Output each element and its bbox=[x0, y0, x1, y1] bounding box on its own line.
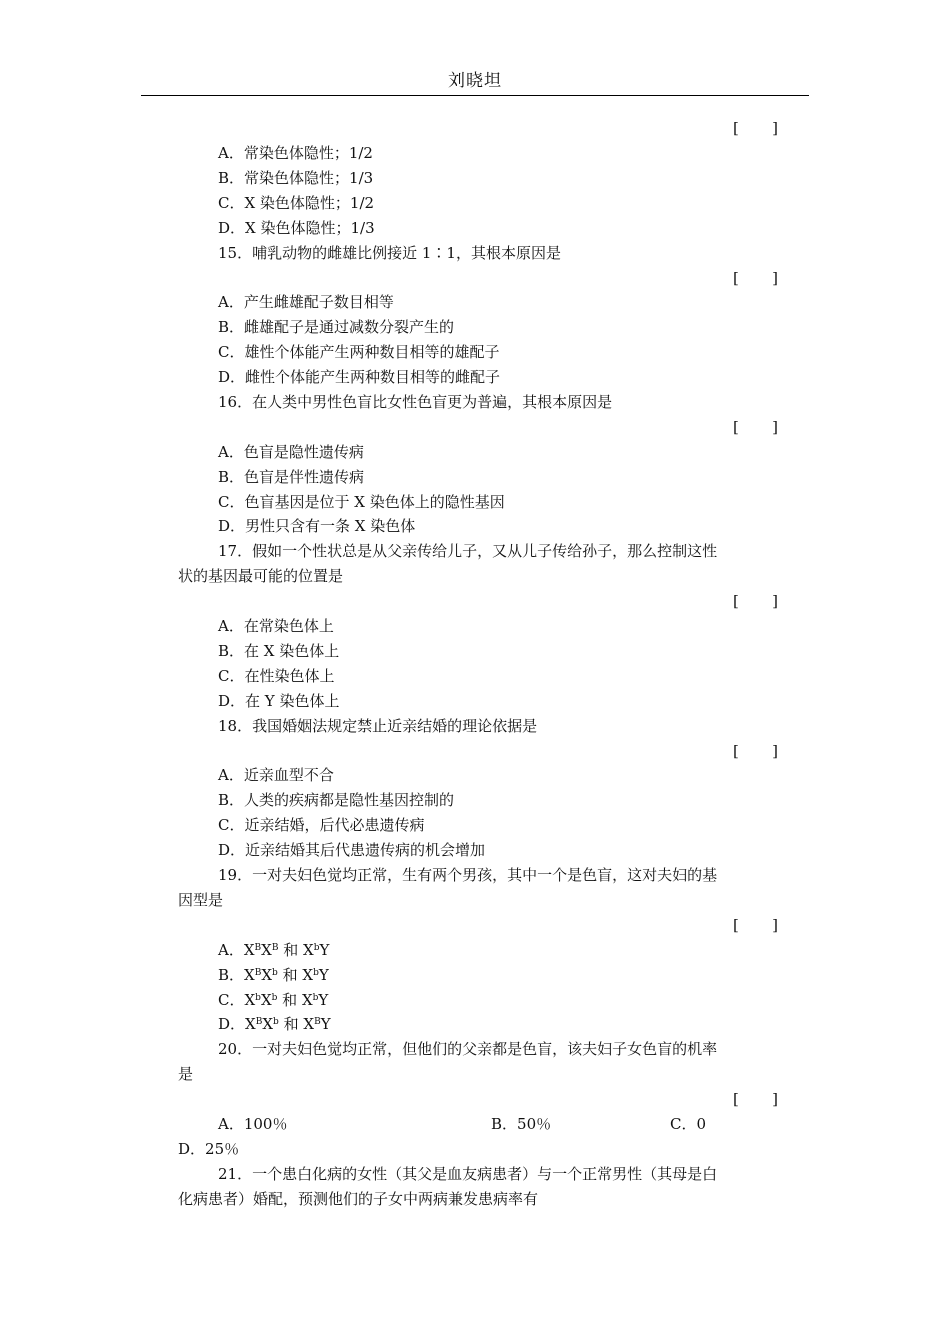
q19-stem: 19．一对夫妇色觉均正常，生有两个男孩，其中一个是色盲，这对夫妇的基 bbox=[218, 866, 718, 884]
q18-option-c: C．近亲结婚，后代必患遗传病 bbox=[218, 816, 425, 834]
q18-stem: 18．我国婚姻法规定禁止近亲结婚的理论依据是 bbox=[218, 717, 538, 735]
answer-bracket: [ ] bbox=[733, 1090, 778, 1108]
q15-option-b: B．雌雄配子是通过减数分裂产生的 bbox=[218, 318, 455, 336]
q15-option-a: A．产生雌雄配子数目相等 bbox=[218, 293, 394, 311]
q19-option-d: D．$X^BX^b$ 和 $X^BY$ bbox=[218, 1015, 331, 1033]
q17-stem-continued: 状的基因最可能的位置是 bbox=[178, 567, 344, 585]
q16-option-a: A．色盲是隐性遗传病 bbox=[218, 443, 364, 461]
q14-option-d: D．X 染色体隐性；1/3 bbox=[218, 219, 375, 237]
answer-bracket: [ ] bbox=[733, 119, 778, 137]
q14-option-c: C．X 染色体隐性；1/2 bbox=[218, 194, 375, 212]
answer-bracket: [ ] bbox=[733, 916, 778, 934]
q17-option-a: A．在常染色体上 bbox=[218, 617, 334, 635]
answer-bracket: [ ] bbox=[733, 418, 778, 436]
q20-option-c: C．0 bbox=[670, 1115, 707, 1133]
q15-stem: 15．哺乳动物的雌雄比例接近 1∶1，其根本原因是 bbox=[218, 244, 561, 262]
q17-stem: 17．假如一个性状总是从父亲传给儿子，又从儿子传给孙子，那么控制这性 bbox=[218, 542, 718, 560]
page-header-author: 刘晓坦 bbox=[448, 71, 502, 91]
q18-option-b: B．人类的疾病都是隐性基因控制的 bbox=[218, 791, 455, 809]
q20-option-a: A．100％ bbox=[218, 1115, 288, 1133]
q14-option-a: A．常染色体隐性；1/2 bbox=[218, 144, 373, 162]
header-rule bbox=[141, 95, 809, 96]
q16-stem: 16．在人类中男性色盲比女性色盲更为普遍，其根本原因是 bbox=[218, 393, 613, 411]
q19-stem-continued: 因型是 bbox=[178, 891, 224, 909]
q17-option-c: C．在性染色体上 bbox=[218, 667, 335, 685]
q20-stem-continued: 是 bbox=[178, 1065, 194, 1083]
answer-bracket: [ ] bbox=[733, 592, 778, 610]
q18-option-a: A．近亲血型不合 bbox=[218, 766, 334, 784]
q14-option-b: B．常染色体隐性；1/3 bbox=[218, 169, 374, 187]
q16-option-b: B．色盲是伴性遗传病 bbox=[218, 468, 365, 486]
answer-bracket: [ ] bbox=[733, 269, 778, 287]
q21-stem: 21．一个患白化病的女性（其父是血友病患者）与一个正常男性（其母是白 bbox=[218, 1165, 718, 1183]
q15-option-d: D．雌性个体能产生两种数目相等的雌配子 bbox=[218, 368, 501, 386]
q20-stem: 20．一对夫妇色觉均正常，但他们的父亲都是色盲，该夫妇子女色盲的机率 bbox=[218, 1040, 718, 1058]
q21-stem-continued: 化病患者）婚配，预测他们的子女中两病兼发患病率有 bbox=[178, 1190, 539, 1208]
answer-bracket: [ ] bbox=[733, 742, 778, 760]
q19-option-b: B．$X^BX^b$ 和 $X^bY$ bbox=[218, 966, 329, 984]
q18-option-d: D．近亲结婚其后代患遗传病的机会增加 bbox=[218, 841, 486, 859]
q20-option-b: B．50％ bbox=[491, 1115, 552, 1133]
q15-option-c: C．雄性个体能产生两种数目相等的雄配子 bbox=[218, 343, 500, 361]
q19-option-a: A．$X^BX^B$ 和 $X^bY$ bbox=[218, 941, 330, 959]
q17-option-d: D．在 Y 染色体上 bbox=[218, 692, 340, 710]
q17-option-b: B．在 X 染色体上 bbox=[218, 642, 340, 660]
q16-option-c: C．色盲基因是位于 X 染色体上的隐性基因 bbox=[218, 493, 505, 511]
q19-option-c: C．$X^bX^b$ 和 $X^bY$ bbox=[218, 991, 329, 1009]
q20-option-d: D．25％ bbox=[178, 1140, 240, 1158]
q16-option-d: D．男性只含有一条 X 染色体 bbox=[218, 517, 416, 535]
